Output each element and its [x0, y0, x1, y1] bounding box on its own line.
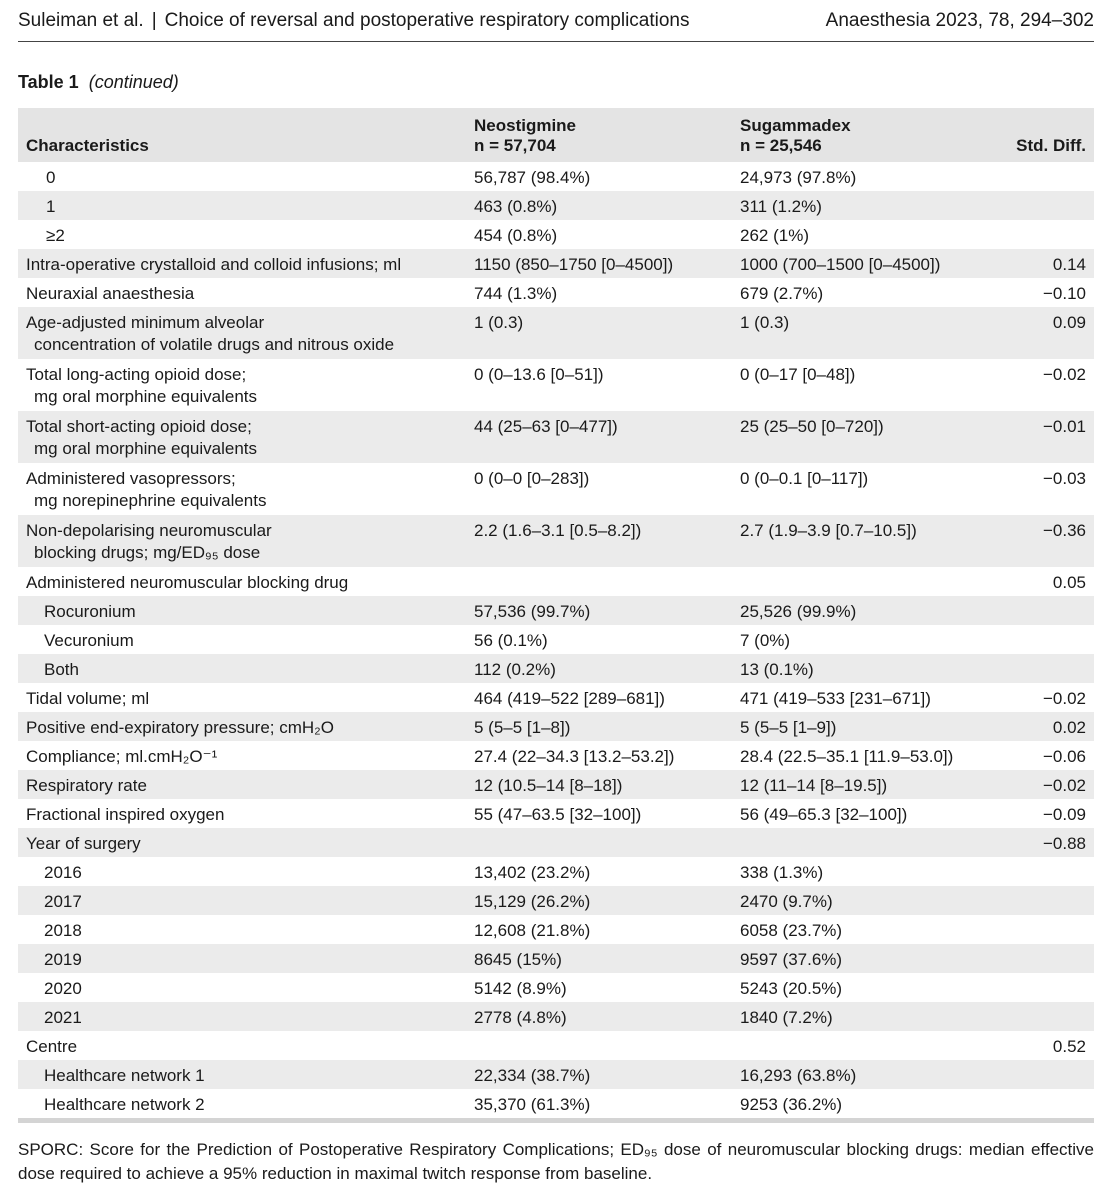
table-row [18, 915, 1094, 944]
cell-std-diff: −0.36 [1042, 521, 1086, 540]
cell-characteristic [18, 973, 466, 1002]
characteristic-label-continued: mg norepinephrine equivalents [34, 491, 267, 510]
table-row [18, 886, 1094, 915]
cell-neostigmine: 0 (0–13.6 [0–51]) [474, 365, 604, 384]
cell-sugammadex: 262 (1%) [740, 226, 809, 245]
header-neostigmine [466, 108, 732, 162]
cell-characteristic [18, 625, 466, 654]
characteristic-label: Fractional inspired oxygen [26, 805, 225, 824]
table-row [18, 515, 1094, 567]
characteristics-table [18, 108, 1094, 1118]
table-label: Table 1 [18, 72, 79, 92]
cell-sugammadex: 1840 (7.2%) [740, 1008, 833, 1027]
cell-neostigmine: 8645 (15%) [474, 950, 562, 969]
cell-sugammadex: 25 (25–50 [0–720]) [740, 417, 884, 436]
cell-neostigmine: 12,608 (21.8%) [474, 921, 591, 940]
cell-characteristic [18, 567, 466, 596]
characteristic-label: 2016 [44, 863, 82, 882]
cell-characteristic [18, 799, 466, 828]
table-container [18, 108, 1094, 1123]
cell-neostigmine: 464 (419–522 [289–681]) [474, 689, 665, 708]
table-continued: (continued) [88, 72, 179, 92]
cell-characteristic [18, 463, 466, 515]
cell-std-diff: −0.02 [1042, 689, 1086, 708]
characteristic-label: Administered vasopressors; [26, 469, 236, 488]
cell-characteristic [18, 741, 466, 770]
table-body [18, 162, 1094, 1118]
cell-sugammadex: 16,293 (63.8%) [740, 1066, 857, 1085]
cell-sugammadex: 0 (0–0.1 [0–117]) [740, 469, 869, 488]
cell-characteristic [18, 359, 466, 411]
cell-characteristic [18, 249, 466, 278]
cell-sugammadex [732, 828, 1004, 857]
table-row [18, 654, 1094, 683]
cell-characteristic [18, 828, 466, 857]
cell-characteristic [18, 1031, 466, 1060]
cell-sugammadex: 338 (1.3%) [740, 863, 824, 882]
cell-sugammadex: 1 (0.3) [740, 313, 790, 332]
authors: Suleiman et al. [18, 10, 144, 31]
table-end-rule [18, 1118, 1094, 1123]
table-row [18, 596, 1094, 625]
cell-std-diff: −0.02 [1042, 776, 1086, 795]
cell-neostigmine [466, 828, 732, 857]
cell-neostigmine [466, 1031, 732, 1060]
cell-neostigmine: 27.4 (22–34.3 [13.2–53.2]) [474, 747, 675, 766]
table-row [18, 799, 1094, 828]
cell-std-diff [1004, 1002, 1094, 1031]
header-sugammadex [732, 108, 1004, 162]
characteristic-label: Tidal volume; ml [26, 689, 150, 708]
journal-citation: Anaesthesia 2023, 78, 294–302 [825, 10, 1094, 31]
characteristic-label: 1 [46, 197, 56, 216]
cell-sugammadex: 5243 (20.5%) [740, 979, 843, 998]
characteristic-label: 0 [46, 168, 56, 187]
table-footnote: SPORC: Score for the Prediction of Postoperative Respiratory Complications; ED₉₅ dose of neuromuscular blocking drugs: median effective dose required to achieve a 95% reduction in maximal twitch response from baseline. [18, 1140, 1094, 1183]
header-sugammadex-n: n = 25,546 [740, 136, 822, 155]
cell-sugammadex: 311 (1.2%) [740, 197, 822, 216]
characteristic-label: Vecuronium [44, 631, 134, 650]
cell-neostigmine: 2.2 (1.6–3.1 [0.5–8.2]) [474, 521, 642, 540]
table-row [18, 278, 1094, 307]
header-sugammadex-name: Sugammadex [740, 116, 851, 135]
cell-sugammadex: 9253 (36.2%) [740, 1095, 843, 1114]
cell-std-diff: −0.01 [1042, 417, 1086, 436]
cell-std-diff [1004, 1060, 1094, 1089]
cell-sugammadex: 9597 (37.6%) [740, 950, 843, 969]
cell-std-diff: 0.09 [1052, 313, 1086, 332]
cell-sugammadex: 0 (0–17 [0–48]) [740, 365, 856, 384]
characteristic-label: Administered neuromuscular blocking drug [26, 573, 349, 592]
characteristic-label: 2020 [44, 979, 82, 998]
cell-characteristic [18, 278, 466, 307]
cell-sugammadex: 2470 (9.7%) [740, 892, 833, 911]
cell-sugammadex [732, 567, 1004, 596]
cell-sugammadex: 25,526 (99.9%) [740, 602, 857, 621]
cell-neostigmine: 2778 (4.8%) [474, 1008, 567, 1027]
cell-neostigmine: 55 (47–63.5 [32–100]) [474, 805, 642, 824]
header-separator: | [151, 10, 157, 31]
cell-sugammadex: 12 (11–14 [8–19.5]) [740, 776, 888, 795]
cell-characteristic [18, 915, 466, 944]
cell-std-diff [1004, 915, 1094, 944]
cell-neostigmine: 112 (0.2%) [474, 660, 556, 679]
cell-sugammadex: 56 (49–65.3 [32–100]) [740, 805, 908, 824]
cell-characteristic [18, 654, 466, 683]
cell-std-diff: 0.52 [1052, 1037, 1086, 1056]
table-row [18, 712, 1094, 741]
cell-neostigmine: 57,536 (99.7%) [474, 602, 591, 621]
cell-std-diff: 0.05 [1052, 573, 1086, 592]
cell-characteristic [18, 944, 466, 973]
cell-sugammadex: 24,973 (97.8%) [740, 168, 857, 187]
table-row [18, 625, 1094, 654]
cell-characteristic [18, 1089, 466, 1118]
characteristic-label: 2021 [44, 1008, 82, 1027]
cell-characteristic [18, 1060, 466, 1089]
table-row [18, 944, 1094, 973]
characteristic-label: Intra-operative crystalloid and colloid infusions; ml [26, 255, 402, 274]
cell-neostigmine: 454 (0.8%) [474, 226, 558, 245]
cell-std-diff: −0.10 [1042, 284, 1086, 303]
table-caption [18, 72, 179, 93]
header-neostigmine-n: n = 57,704 [474, 136, 556, 155]
cell-neostigmine: 44 (25–63 [0–477]) [474, 417, 618, 436]
table-row [18, 307, 1094, 359]
table-row [18, 1089, 1094, 1118]
cell-characteristic [18, 191, 466, 220]
cell-std-diff: −0.88 [1042, 834, 1086, 853]
cell-characteristic [18, 886, 466, 915]
table-row [18, 220, 1094, 249]
table-row [18, 162, 1094, 191]
table-row [18, 741, 1094, 770]
cell-std-diff [1004, 973, 1094, 1002]
characteristic-label: 2018 [44, 921, 82, 940]
cell-characteristic [18, 712, 466, 741]
table-header-row [18, 108, 1094, 162]
cell-sugammadex: 679 (2.7%) [740, 284, 824, 303]
cell-std-diff: 0.14 [1052, 255, 1086, 274]
cell-characteristic [18, 596, 466, 625]
cell-sugammadex: 471 (419–533 [231–671]) [740, 689, 931, 708]
table-row [18, 191, 1094, 220]
cell-characteristic [18, 1002, 466, 1031]
cell-characteristic [18, 220, 466, 249]
cell-characteristic [18, 857, 466, 886]
characteristic-label-continued: mg oral morphine equivalents [34, 387, 258, 406]
cell-std-diff: −0.03 [1042, 469, 1086, 488]
table-row [18, 249, 1094, 278]
running-head-left [18, 10, 690, 40]
characteristic-label: Centre [26, 1037, 78, 1056]
cell-sugammadex: 28.4 (22.5–35.1 [11.9–53.0]) [740, 747, 954, 766]
cell-std-diff: −0.09 [1042, 805, 1086, 824]
cell-sugammadex: 5 (5–5 [1–9]) [740, 718, 837, 737]
characteristic-label: Year of surgery [26, 834, 141, 853]
cell-sugammadex: 13 (0.1%) [740, 660, 814, 679]
characteristic-label: Rocuronium [44, 602, 136, 621]
cell-characteristic [18, 683, 466, 712]
cell-sugammadex: 1000 (700–1500 [0–4500]) [740, 255, 941, 274]
cell-std-diff [1004, 191, 1094, 220]
cell-std-diff [1004, 886, 1094, 915]
characteristic-label: ≥2 [46, 226, 65, 245]
cell-std-diff [1004, 857, 1094, 886]
characteristic-label: Healthcare network 1 [44, 1066, 205, 1085]
characteristic-label: Total long-acting opioid dose; [26, 365, 247, 384]
cell-characteristic [18, 515, 466, 567]
cell-neostigmine: 0 (0–0 [0–283]) [474, 469, 590, 488]
table-row [18, 1002, 1094, 1031]
cell-sugammadex [732, 1031, 1004, 1060]
cell-neostigmine: 744 (1.3%) [474, 284, 558, 303]
cell-std-diff: 0.02 [1052, 718, 1086, 737]
table-row [18, 463, 1094, 515]
cell-neostigmine: 15,129 (26.2%) [474, 892, 591, 911]
cell-neostigmine [466, 567, 732, 596]
characteristic-label: Non-depolarising neuromuscular [26, 521, 272, 540]
cell-neostigmine: 5 (5–5 [1–8]) [474, 718, 571, 737]
header-rule [18, 41, 1094, 42]
characteristic-label: Compliance; ml.cmH₂O⁻¹ [26, 747, 218, 766]
cell-neostigmine: 1 (0.3) [474, 313, 524, 332]
table-row [18, 1031, 1094, 1060]
cell-characteristic [18, 411, 466, 463]
table-row [18, 828, 1094, 857]
cell-sugammadex: 6058 (23.7%) [740, 921, 843, 940]
characteristic-label-continued: mg oral morphine equivalents [34, 439, 258, 458]
cell-std-diff [1004, 220, 1094, 249]
cell-neostigmine: 56,787 (98.4%) [474, 168, 591, 187]
table-row [18, 857, 1094, 886]
cell-std-diff [1004, 944, 1094, 973]
running-head [18, 10, 1094, 40]
header-std-diff: Std. Diff. [1016, 136, 1086, 155]
cell-neostigmine: 13,402 (23.2%) [474, 863, 591, 882]
characteristic-label: Positive end-expiratory pressure; cmH₂O [26, 718, 334, 737]
table-row [18, 973, 1094, 1002]
table-row [18, 359, 1094, 411]
characteristic-label: Healthcare network 2 [44, 1095, 205, 1114]
characteristic-label: Neuraxial anaesthesia [26, 284, 195, 303]
characteristic-label-continued: concentration of volatile drugs and nitrous oxide [34, 335, 395, 354]
cell-characteristic [18, 770, 466, 799]
header-characteristics: Characteristics [26, 136, 149, 155]
cell-neostigmine: 35,370 (61.3%) [474, 1095, 591, 1114]
cell-neostigmine: 1150 (850–1750 [0–4500]) [474, 255, 674, 274]
cell-neostigmine: 463 (0.8%) [474, 197, 558, 216]
cell-std-diff [1004, 625, 1094, 654]
table-row [18, 770, 1094, 799]
article-title: Choice of reversal and postoperative respiratory complications [164, 10, 690, 31]
table-row [18, 683, 1094, 712]
cell-characteristic [18, 162, 466, 191]
characteristic-label: Both [44, 660, 79, 679]
cell-std-diff [1004, 1089, 1094, 1118]
cell-characteristic [18, 307, 466, 359]
cell-std-diff: −0.02 [1042, 365, 1086, 384]
header-neostigmine-name: Neostigmine [474, 116, 577, 135]
cell-neostigmine: 22,334 (38.7%) [474, 1066, 591, 1085]
characteristic-label: Total short-acting opioid dose; [26, 417, 252, 436]
cell-neostigmine: 5142 (8.9%) [474, 979, 567, 998]
cell-sugammadex: 7 (0%) [740, 631, 791, 650]
cell-neostigmine: 56 (0.1%) [474, 631, 548, 650]
characteristic-label: Respiratory rate [26, 776, 147, 795]
table-row [18, 567, 1094, 596]
characteristic-label: Age-adjusted minimum alveolar [26, 313, 265, 332]
characteristic-label-continued: blocking drugs; mg/ED₉₅ dose [34, 543, 261, 562]
characteristic-label: 2019 [44, 950, 82, 969]
cell-neostigmine: 12 (10.5–14 [8–18]) [474, 776, 623, 795]
cell-std-diff [1004, 654, 1094, 683]
cell-std-diff [1004, 596, 1094, 625]
cell-sugammadex: 2.7 (1.9–3.9 [0.7–10.5]) [740, 521, 917, 540]
table-row [18, 1060, 1094, 1089]
table-row [18, 411, 1094, 463]
cell-std-diff [1004, 162, 1094, 191]
characteristic-label: 2017 [44, 892, 82, 911]
cell-std-diff: −0.06 [1042, 747, 1086, 766]
